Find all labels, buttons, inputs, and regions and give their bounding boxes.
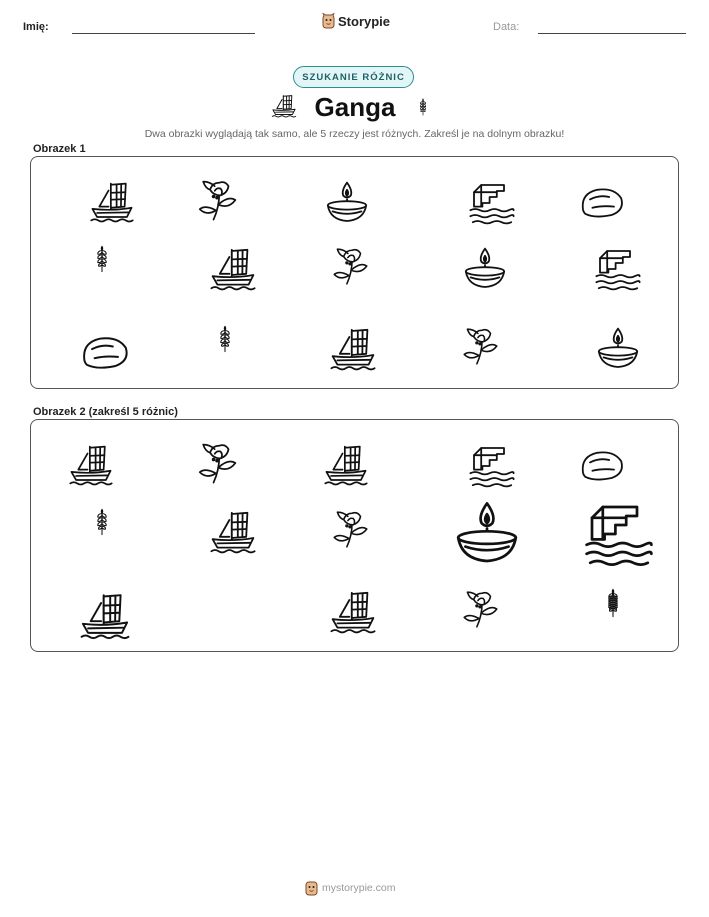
lamp-icon bbox=[461, 245, 509, 293]
instructions: Dwa obrazki wyglądają tak samo, ale 5 rzeczy jest różnych. Zakreśl je na dolnym obrazku! bbox=[144, 128, 565, 140]
flower-icon bbox=[459, 325, 501, 367]
stone-icon bbox=[79, 327, 131, 379]
footer bbox=[305, 880, 396, 896]
mascot-icon bbox=[305, 880, 318, 896]
boat-icon bbox=[89, 179, 135, 225]
boat-icon[interactable] bbox=[209, 508, 257, 556]
name-line bbox=[72, 33, 255, 34]
steps-icon bbox=[594, 245, 642, 293]
lamp-icon[interactable] bbox=[451, 498, 523, 570]
steps-icon bbox=[468, 179, 516, 227]
page-title: Ganga bbox=[314, 92, 396, 122]
stone-icon[interactable] bbox=[578, 442, 626, 490]
flower-icon[interactable] bbox=[329, 508, 371, 550]
boat-icon[interactable] bbox=[79, 590, 131, 642]
picture2-label: Obrazek 2 (zakreśl 5 różnic) bbox=[33, 406, 178, 418]
boat-icon bbox=[329, 325, 377, 373]
name-label: Imię: bbox=[23, 21, 49, 33]
wheat-icon[interactable] bbox=[599, 588, 627, 616]
mascot-icon bbox=[322, 13, 335, 29]
steps-icon[interactable] bbox=[468, 442, 516, 490]
steps-icon[interactable] bbox=[583, 498, 655, 570]
footer-url[interactable]: mystorypie.com bbox=[322, 882, 396, 894]
date-label: Data: bbox=[493, 21, 520, 33]
wheat-icon bbox=[414, 92, 432, 122]
date-line bbox=[538, 33, 686, 34]
stone-icon bbox=[578, 179, 626, 227]
boat-icon[interactable] bbox=[68, 442, 114, 488]
flower-icon bbox=[194, 177, 240, 223]
lamp-icon bbox=[594, 325, 642, 373]
brand-name: Storypie bbox=[338, 13, 391, 29]
brand-logo bbox=[322, 13, 390, 29]
boat-icon bbox=[271, 93, 297, 119]
activity-badge: SZUKANIE RÓŻNIC bbox=[293, 66, 414, 88]
wheat-icon bbox=[88, 245, 116, 273]
boat-icon[interactable] bbox=[323, 442, 369, 488]
lamp-icon bbox=[323, 179, 371, 227]
boat-icon[interactable] bbox=[329, 588, 377, 636]
picture1-panel bbox=[30, 156, 679, 389]
picture2-panel[interactable] bbox=[30, 419, 679, 652]
boat-icon bbox=[209, 245, 257, 293]
flower-icon bbox=[329, 245, 371, 287]
picture1-label: Obrazek 1 bbox=[33, 143, 86, 155]
flower-icon[interactable] bbox=[459, 588, 501, 630]
wheat-icon[interactable] bbox=[88, 508, 116, 536]
wheat-icon bbox=[211, 325, 239, 353]
flower-icon[interactable] bbox=[194, 440, 240, 486]
